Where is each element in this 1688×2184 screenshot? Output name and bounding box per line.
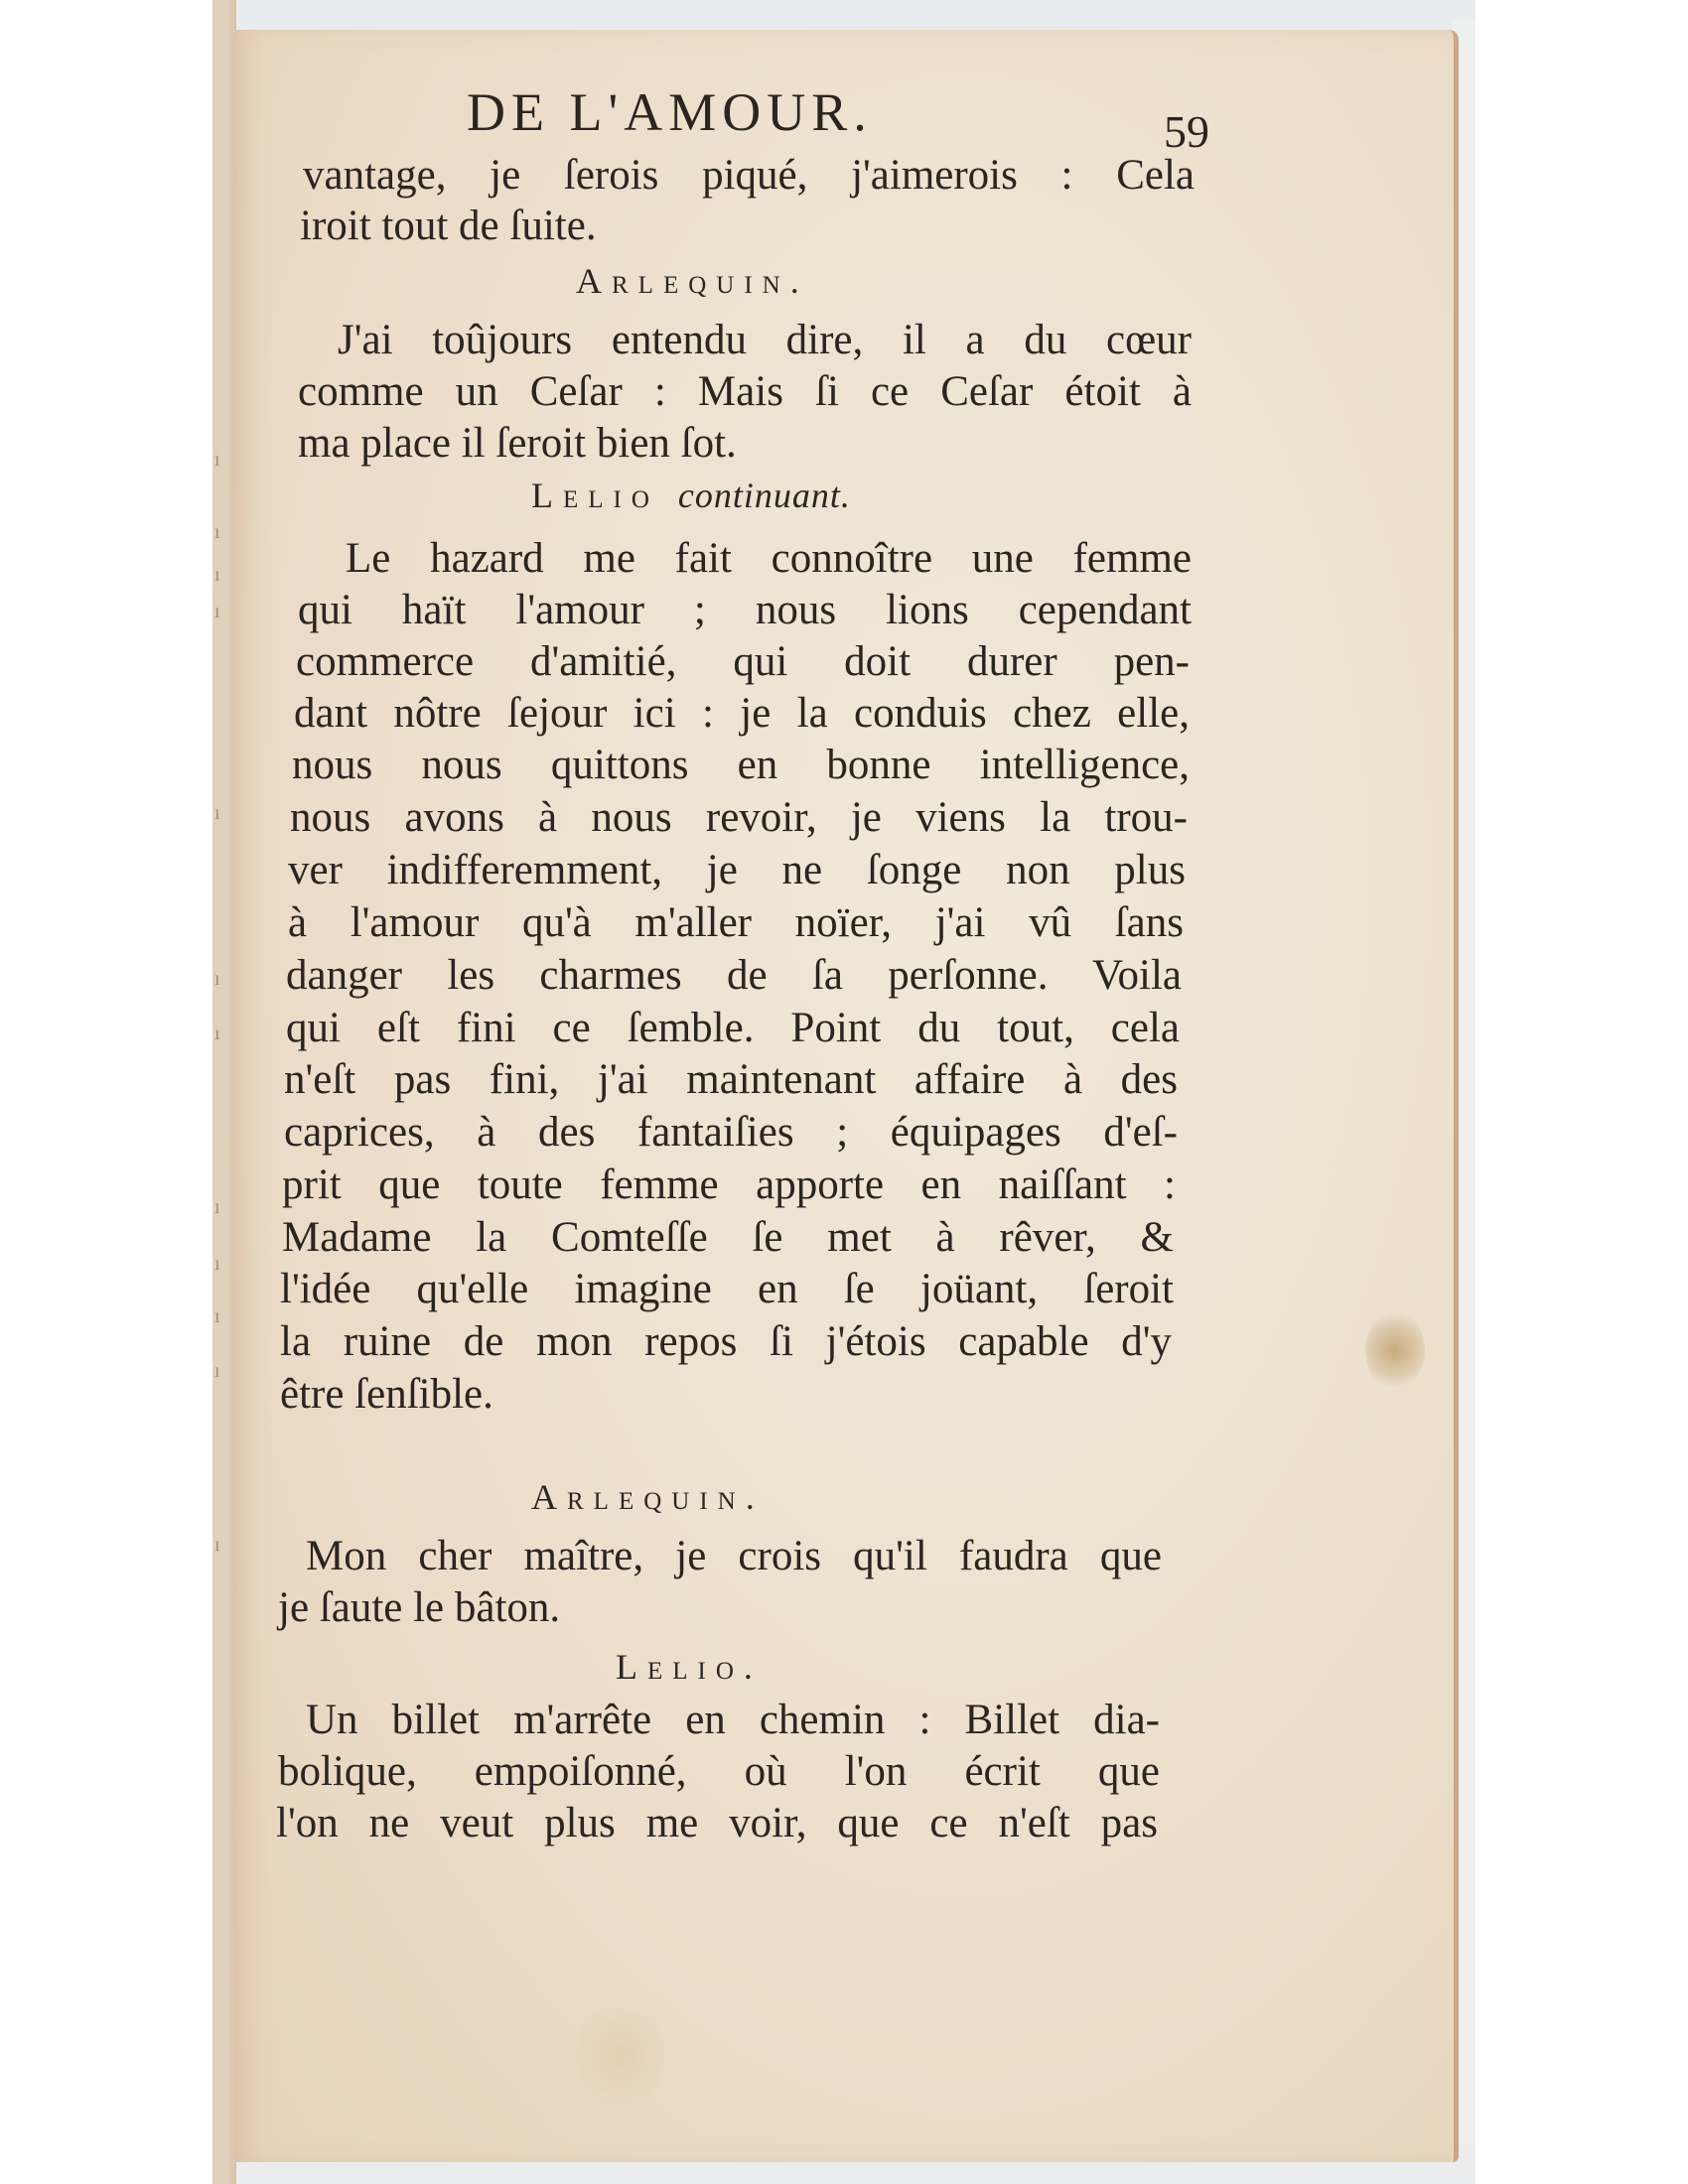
text-line: ver indifferemment, je ne ſonge non plus (288, 847, 1186, 893)
text-line: iroit tout de ſuite. (300, 203, 597, 249)
adjacent-page-fragment: ı (214, 1305, 220, 1327)
text-line: Le hazard me fait connoître une femme (346, 535, 1192, 582)
foxing-stain (1365, 1310, 1425, 1390)
adjacent-page-fragment: ı (214, 968, 220, 990)
adjacent-page-fragment: ı (214, 1196, 220, 1218)
text-line: n'eſt pas fini, j'ai maintenant affaire à des (284, 1056, 1178, 1103)
adjacent-page-fragment: ı (214, 802, 220, 824)
text-line: prit que toute femme apporte en naiſſant : (282, 1161, 1176, 1208)
adjacent-page-fragment: ı (214, 1534, 220, 1556)
text-line: Un billet m'arrête en chemin : Billet dia- (306, 1697, 1160, 1743)
text-line: à l'amour qu'à m'aller noïer, j'ai vû ſans (288, 899, 1184, 946)
text-line: je ſaute le bâton. (278, 1584, 561, 1631)
text-line: la ruine de mon repos ſi j'étois capable d'y (280, 1318, 1172, 1365)
text-line: être ſenſible. (280, 1371, 493, 1418)
text-line: bolique, empoiſonné, où l'on écrit que (278, 1748, 1160, 1795)
text-line: Mon cher maître, je crois qu'il faudra que (306, 1533, 1162, 1579)
foxing-stain (576, 1995, 665, 2115)
text-line: vantage, je ſerois piqué, j'aimerois : Cela (303, 152, 1195, 199)
text-line: caprices, à des fantaiſies ; équipages d'eſ- (284, 1109, 1178, 1156)
speaker-name: Arlequin. (576, 261, 809, 301)
adjacent-page-fragment: ı (214, 1360, 220, 1382)
speaker-name: Arlequin. (531, 1477, 765, 1517)
text-line: danger les charmes de ſa perſonne. Voila (286, 952, 1182, 999)
text-line: nous avons à nous revoir, je viens la trou- (290, 794, 1188, 841)
text-line: ma place il ſeroit bien ſot. (298, 420, 737, 467)
speaker-name-text: Lelio (531, 476, 659, 515)
text-line: l'idée qu'elle imagine en ſe joüant, ſeroit (280, 1266, 1174, 1312)
text-line: nous nous quittons en bonne intelligence, (292, 742, 1190, 788)
speaker-name (531, 475, 851, 516)
text-line: qui haït l'amour ; nous lions cependant (298, 587, 1192, 633)
adjacent-page-fragment: ı (214, 1253, 220, 1275)
adjacent-page-fragment: ı (214, 449, 220, 471)
text-line: J'ai toûjours entendu dire, il a du cœur (338, 317, 1192, 363)
text-line: l'on ne veut plus me voir, que ce n'eſt pas (276, 1800, 1158, 1846)
text-line: dant nôtre ſejour ici : je la conduis chez elle, (294, 690, 1190, 737)
running-head: DE L'AMOUR. (467, 82, 873, 142)
text-line: qui eſt fini ce ſemble. Point du tout, cela (286, 1005, 1180, 1051)
text-line: comme un Ceſar : Mais ſi ce Ceſar étoit à (298, 368, 1192, 415)
scan-background-top (234, 0, 1476, 34)
adjacent-page-fragment: ı (214, 601, 220, 622)
text-line: commerce d'amitié, qui doit durer pen- (296, 638, 1190, 685)
adjacent-page-edge (212, 0, 236, 2184)
text-line: Madame la Comteſſe ſe met à rêver, & (282, 1214, 1174, 1261)
adjacent-page-fragment: ı (214, 1023, 220, 1044)
adjacent-page-fragment: ı (214, 521, 220, 543)
stage-direction: continuant. (677, 476, 851, 515)
page-number: 59 (1164, 106, 1209, 157)
speaker-name: Lelio. (616, 1647, 763, 1687)
adjacent-page-fragment: ı (214, 564, 220, 586)
